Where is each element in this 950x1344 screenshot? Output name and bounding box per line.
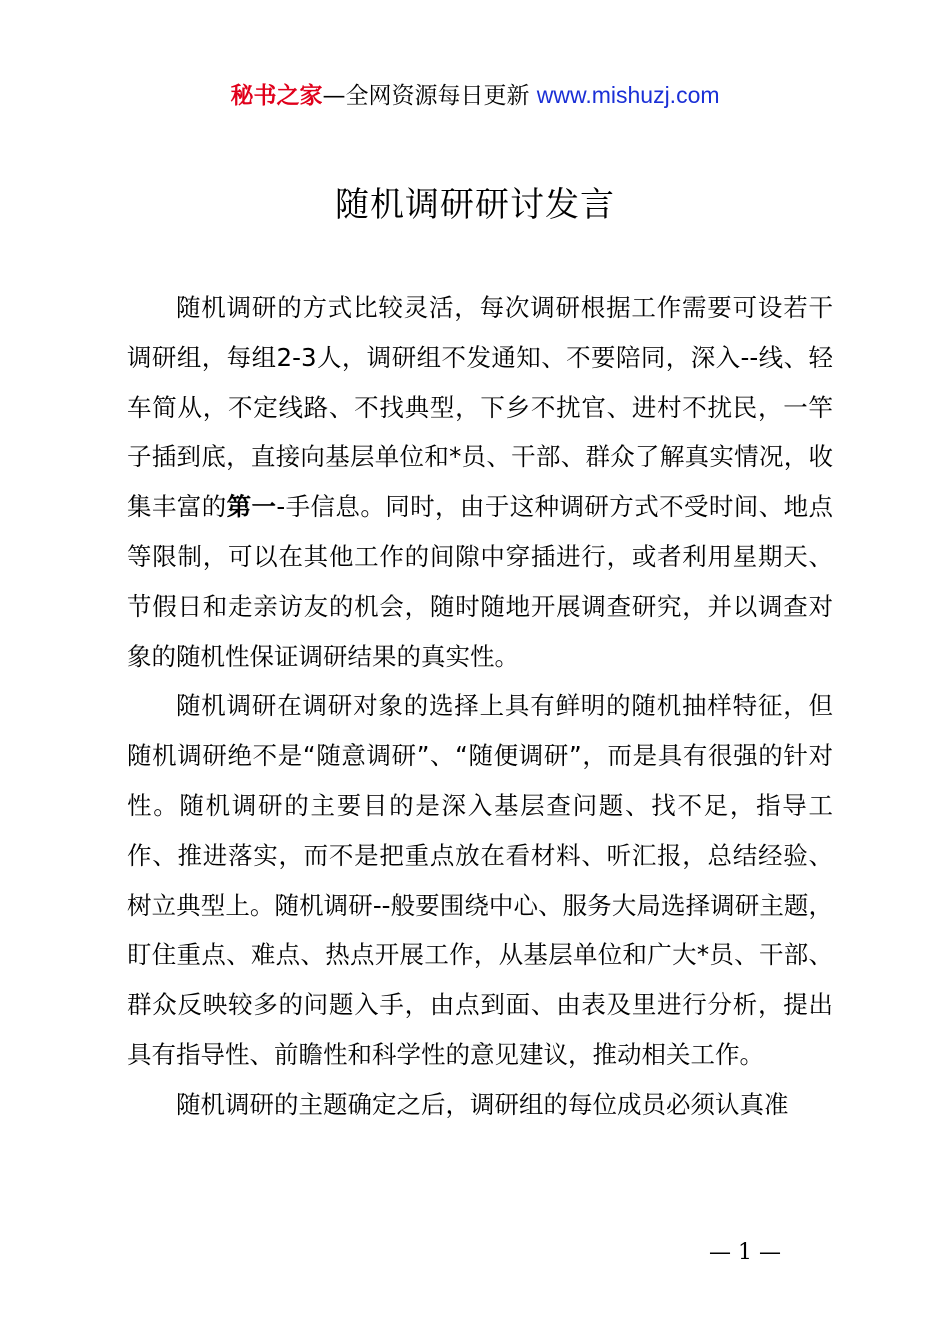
paragraph-1-bold-text: 第一 <box>226 492 277 522</box>
paragraph-1-text-a: 随机调研的方式比较灵活，每次调研根据工作需要可设若干调研组，每组2-3人，调研组不发通知、不要陪同，深入--线、轻车简从，不定线路、不找典型，下乡不扰官、进村不扰民，一竿子插到底，直接向基层单位和*员、干部、群众了解真实情况，收集丰富的 <box>127 293 833 522</box>
paragraph-2: 随机调研在调研对象的选择上具有鲜明的随机抽样特征，但随机调研绝不是“随意调研”、“随便调研”，而是具有很强的针对性。随机调研的主要目的是深入基层查问题、找不足，指导工作、推进落实，而不是把重点放在看材料、听汇报，总结经验、树立典型上。随机调研--般要围绕中心、服务大局选择调研主题，盯住重点、难点、热点开展工作，从基层单位和广大*员、干部、群众反映较多的问题入手，由点到面、由表及里进行分析，提出具有指导性、前瞻性和科学性的意见建议，推动相关工作。 <box>127 691 833 1069</box>
paragraph-3: 随机调研的主题确定之后，调研组的每位成员必须认真准 <box>176 1089 789 1119</box>
site-tagline: —全网资源每日更新 <box>322 83 537 109</box>
page-number: — 1 — <box>709 1240 781 1265</box>
site-brand: 秘书之家 <box>230 83 323 109</box>
site-header <box>0 78 950 113</box>
document-body <box>127 283 833 1130</box>
site-url-link[interactable]: www.mishuzj.com <box>536 82 720 108</box>
paragraph-1 <box>127 283 833 681</box>
document-title: 随机调研研讨发言 <box>335 185 615 225</box>
paragraph-1-text-b: -手信息。同时，由于这种调研方式不受时间、地点等限制，可以在其他工作的间隙中穿插进行，或者利用星期天、节假日和走亲访友的机会，随时随地开展调查研究，并以调查对象的随机性保证调研结果的真实性。 <box>127 492 833 671</box>
